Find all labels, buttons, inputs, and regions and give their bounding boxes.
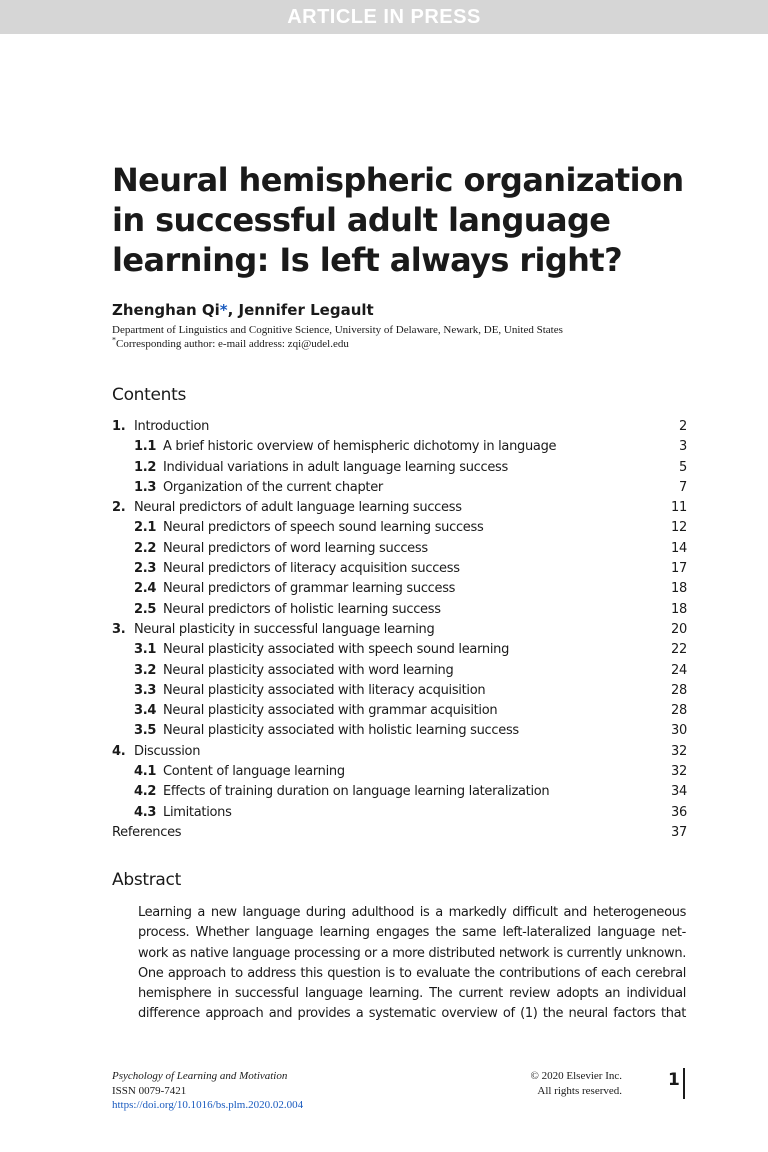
abstract-line: hemisphere in successful language learning. The current review adopts an individual bbox=[138, 986, 686, 1002]
toc-entry-number: 4.1 bbox=[134, 764, 157, 780]
toc-entry-number: 2.5 bbox=[134, 601, 157, 617]
abstract-body bbox=[138, 903, 686, 1025]
toc-entry[interactable] bbox=[112, 721, 687, 741]
title-line: in successful adult language bbox=[112, 201, 611, 239]
toc-entry-label: Neural plasticity associated with grammar acquisition bbox=[163, 703, 498, 719]
toc-entry-page: 36 bbox=[671, 804, 687, 820]
toc-entry-page: 11 bbox=[671, 500, 687, 516]
toc-entry-label: Discussion bbox=[134, 743, 201, 759]
toc-entry-number: 4.2 bbox=[134, 784, 157, 800]
toc-entry-number: 2.3 bbox=[134, 561, 157, 577]
toc-entry[interactable] bbox=[112, 478, 687, 498]
toc-entry-number: 3.2 bbox=[134, 662, 157, 678]
abstract-line: work as native language processing or a more distributed network is currently unknown. bbox=[138, 945, 686, 961]
toc-entry-label: Neural predictors of adult language learning success bbox=[134, 500, 462, 516]
article-title bbox=[112, 160, 712, 280]
corresponding-author-text: Corresponding author: e-mail address: zqi@udel.edu bbox=[116, 338, 349, 350]
toc-entry[interactable] bbox=[112, 681, 687, 701]
toc-entry[interactable] bbox=[112, 458, 687, 478]
toc-entry-number: 3.5 bbox=[134, 723, 157, 739]
toc-entry-number: 2.2 bbox=[134, 540, 157, 556]
toc-entry-label: Individual variations in adult language learning success bbox=[163, 459, 508, 475]
abstract-line: difference approach and provides a systematic overview of (1) the neural factors that bbox=[138, 1006, 686, 1022]
toc-entry[interactable] bbox=[112, 620, 687, 640]
abstract-heading: Abstract bbox=[112, 870, 181, 890]
title-line: Neural hemispheric organization bbox=[112, 161, 684, 199]
toc-entry-number: 3. bbox=[112, 621, 126, 637]
toc-entry-page: 2 bbox=[679, 419, 687, 434]
toc-entry-label: Neural predictors of word learning success bbox=[163, 540, 428, 556]
toc-entry-page: 24 bbox=[671, 662, 687, 678]
toc-entry[interactable] bbox=[112, 559, 687, 579]
toc-entry-label: References bbox=[112, 824, 182, 840]
toc-entry[interactable] bbox=[112, 782, 687, 802]
toc-entry-page: 18 bbox=[671, 581, 687, 597]
toc-entry-number: 4. bbox=[112, 743, 126, 759]
toc-entry-page: 17 bbox=[671, 561, 687, 577]
toc-entry-number: 1.1 bbox=[134, 439, 157, 455]
toc-entry-page: 20 bbox=[671, 621, 687, 637]
toc-entry[interactable] bbox=[112, 498, 687, 518]
toc-entry[interactable] bbox=[112, 539, 687, 559]
title-line: learning: Is left always right? bbox=[112, 241, 623, 279]
toc-entry[interactable] bbox=[112, 518, 687, 538]
toc-entry-label: Content of language learning bbox=[163, 764, 345, 780]
toc-entry[interactable] bbox=[112, 701, 687, 721]
toc-entry-page: 3 bbox=[679, 439, 687, 455]
doi-link[interactable]: https://doi.org/10.1016/bs.plm.2020.02.004 bbox=[112, 1099, 304, 1111]
author-name: , Jennifer Legault bbox=[227, 301, 374, 319]
abstract-line: One approach to address this question is to evaluate the contributions of each cerebral bbox=[138, 965, 686, 981]
toc-entry-number: 2.1 bbox=[134, 520, 157, 536]
rights-text: All rights reserved. bbox=[537, 1084, 622, 1097]
toc-entry[interactable] bbox=[112, 640, 687, 660]
toc-entry-page: 30 bbox=[671, 723, 687, 739]
contents-heading: Contents bbox=[112, 385, 187, 405]
toc-entry-page: 14 bbox=[671, 540, 687, 556]
toc-entry-number: 1. bbox=[112, 419, 126, 434]
toc-entry-label: Neural plasticity associated with holistic learning success bbox=[163, 723, 519, 739]
toc-entry-page: 7 bbox=[679, 479, 687, 495]
toc-entry-label: Neural plasticity associated with literacy acquisition bbox=[163, 682, 486, 698]
page-number: 1 bbox=[668, 1070, 680, 1090]
abstract-line: process. Whether language learning engages the same left-lateralized language net- bbox=[138, 925, 686, 941]
toc-entry-page: 37 bbox=[671, 824, 687, 840]
toc-entry-page: 12 bbox=[671, 520, 687, 536]
toc-entry-page: 22 bbox=[671, 642, 687, 658]
author-name: Zhenghan Qi bbox=[112, 301, 220, 319]
toc-entry-label: Neural plasticity in successful language learning bbox=[134, 621, 435, 637]
abstract-line: Learning a new language during adulthood is a markedly difficult and heterogeneous bbox=[138, 905, 686, 920]
toc-entry[interactable] bbox=[112, 661, 687, 681]
corresponding-author-note bbox=[112, 337, 349, 351]
issn: ISSN 0079-7421 bbox=[112, 1084, 187, 1097]
toc-entry-label: Neural predictors of speech sound learning success bbox=[163, 520, 484, 536]
toc-entry-page: 28 bbox=[671, 703, 687, 719]
corresponding-author-link[interactable]: * bbox=[219, 301, 228, 319]
journal-name: Psychology of Learning and Motivation bbox=[112, 1070, 288, 1082]
toc-entry-label: Neural plasticity associated with word learning bbox=[163, 662, 454, 678]
toc-entry-number: 1.2 bbox=[134, 459, 157, 475]
toc-entry[interactable] bbox=[112, 579, 687, 599]
footer-copyright bbox=[500, 1069, 622, 1098]
toc-entry[interactable] bbox=[112, 803, 687, 823]
toc-entry-number: 2.4 bbox=[134, 581, 157, 597]
toc-entry-number: 2. bbox=[112, 500, 126, 516]
toc-entry-page: 28 bbox=[671, 682, 687, 698]
footer-citation bbox=[112, 1069, 303, 1113]
toc-entry[interactable] bbox=[112, 437, 687, 457]
toc-entry-number: 3.4 bbox=[134, 703, 157, 719]
toc-entry-page: 32 bbox=[671, 743, 687, 759]
toc-entry-label: Introduction bbox=[134, 419, 210, 434]
author-affiliation: Department of Linguistics and Cognitive Science, University of Delaware, Newark, DE, United States bbox=[112, 324, 563, 336]
toc-entry-page: 5 bbox=[679, 459, 687, 475]
toc-entry-label: Effects of training duration on language learning lateralization bbox=[163, 784, 550, 800]
toc-entry-number: 3.3 bbox=[134, 682, 157, 698]
toc-entry-page: 18 bbox=[671, 601, 687, 617]
copyright-text: © 2020 Elsevier Inc. bbox=[530, 1070, 622, 1082]
article-in-press-banner: ARTICLE IN PRESS bbox=[0, 0, 768, 34]
author-list bbox=[112, 300, 374, 320]
toc-entry-label: A brief historic overview of hemispheric dichotomy in language bbox=[163, 439, 557, 455]
toc-entry-label: Neural predictors of holistic learning success bbox=[163, 601, 441, 617]
page-number-rule bbox=[683, 1068, 685, 1099]
toc-entry-label: Neural plasticity associated with speech sound learning bbox=[163, 642, 510, 658]
toc-entry-label: Neural predictors of literacy acquisition success bbox=[163, 561, 460, 577]
toc-entry[interactable] bbox=[112, 417, 687, 437]
toc-entry[interactable] bbox=[112, 823, 687, 843]
toc-entry-label: Limitations bbox=[163, 804, 232, 820]
toc-entry-number: 4.3 bbox=[134, 804, 157, 820]
toc-entry-page: 32 bbox=[671, 764, 687, 780]
table-of-contents bbox=[112, 417, 687, 843]
toc-entry-number: 3.1 bbox=[134, 642, 157, 658]
toc-entry[interactable] bbox=[112, 600, 687, 620]
toc-entry-number: 1.3 bbox=[134, 479, 157, 495]
toc-entry[interactable] bbox=[112, 742, 687, 762]
toc-entry-page: 34 bbox=[671, 784, 687, 800]
footnote-mark: * bbox=[112, 335, 116, 345]
toc-entry[interactable] bbox=[112, 762, 687, 782]
toc-entry-label: Organization of the current chapter bbox=[163, 479, 383, 495]
toc-entry-label: Neural predictors of grammar learning success bbox=[163, 581, 456, 597]
